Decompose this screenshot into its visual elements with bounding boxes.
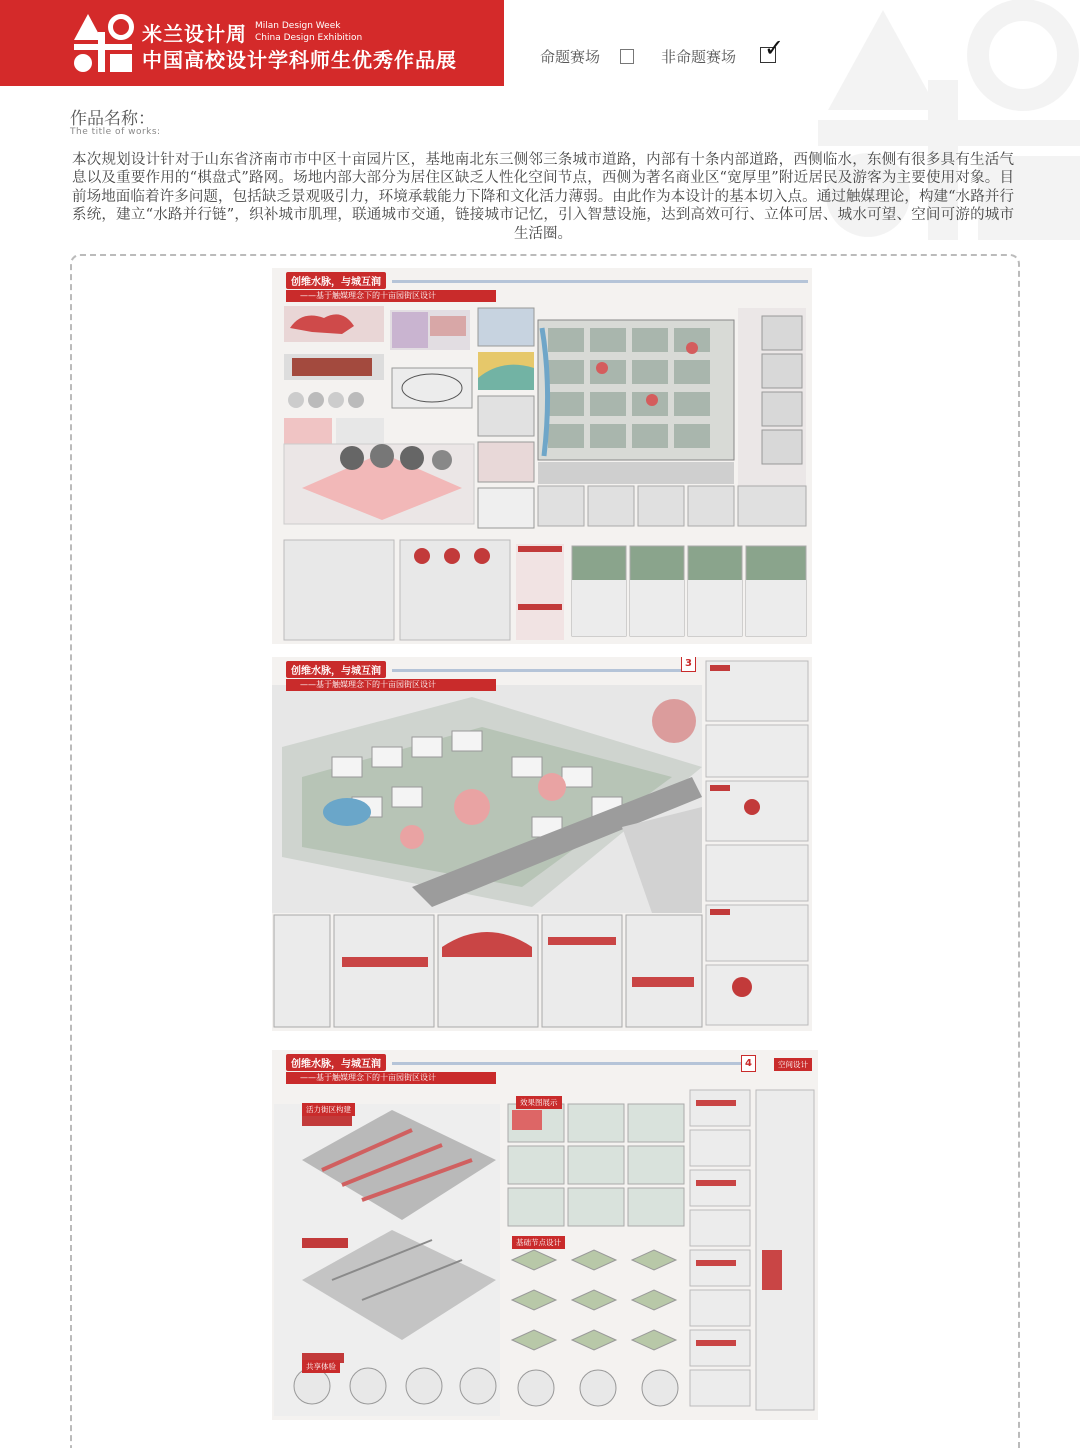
design-board-3 <box>272 657 812 1031</box>
option-label-proposition: 命题赛场 <box>540 48 601 66</box>
brand-subname-en: China Design Exhibition <box>255 33 363 43</box>
board-3-subtitle: ——基于触媒理念下的十亩园街区设计 <box>286 679 496 691</box>
board-3-artwork <box>272 657 812 1031</box>
board-4-header-line <box>392 1062 742 1065</box>
space-design-label: 空间设计 <box>774 1058 812 1071</box>
milan-design-week-logo <box>74 14 132 72</box>
board-3-title: 创维水脉，与城互润 <box>286 661 386 678</box>
brand-name-cn: 米兰设计周 <box>142 22 247 46</box>
renderings-label: 效果图展示 <box>516 1096 562 1109</box>
shared-experience-label: 共享体验 <box>302 1360 340 1373</box>
proposition-checkbox[interactable] <box>620 49 634 64</box>
board-3-header-line <box>392 669 692 672</box>
checkmark-icon: ✓ <box>764 34 785 62</box>
board-1-artwork <box>272 268 812 644</box>
board-1-header-line <box>392 280 808 283</box>
work-description: 本次规划设计针对于山东省济南市市中区十亩园片区，基地南北东三侧邻三条城市道路，内部有十条内部道路，西侧临水，东侧有很多具有生活气息以及重要作用的“棋盘式”路网。场地内部大部分为居住区缺乏人性化空间节点，西侧为著名商业区“宽厚里”附近居民及游客为主要使用对象。目前场地面临着许多问题，包括缺乏景观吸引力，环境承载能力下降和文化活力薄弱。由此作为本设计的基本切入点。通过触媒理论，构建“水路并行 系统，建立“水路并行链”，织补城市肌理，联通城市交通，链接城市记忆，引入智慧设施，达到高效可行、立体可居、城水可望、空间可游的城市生活圈。 <box>72 152 1014 242</box>
vibrant-block-label: 活力街区构建 <box>302 1103 355 1116</box>
node-design-label: 基础节点设计 <box>512 1236 565 1249</box>
board-3-page-number: 3 <box>681 657 696 672</box>
board-1-subtitle: ——基于触媒理念下的十亩园街区设计 <box>286 290 496 302</box>
exhibition-title: 中国高校设计学科师生优秀作品展 <box>142 48 457 72</box>
design-board-1 <box>272 268 812 644</box>
work-title-label: 作品名称： <box>70 109 155 129</box>
option-label-non-proposition: 非命题赛场 <box>661 48 737 66</box>
brand-name-en: Milan Design Week <box>255 21 341 31</box>
board-4-title: 创维水脉，与城互润 <box>286 1054 386 1071</box>
header-banner <box>0 0 504 86</box>
board-1-title: 创维水脉，与城互润 <box>286 272 386 289</box>
board-4-page-number: 4 <box>741 1055 756 1072</box>
design-board-4 <box>272 1050 818 1420</box>
work-title-label-en: The title of works: <box>70 127 161 137</box>
board-4-subtitle: ——基于触媒理念下的十亩园街区设计 <box>286 1072 496 1084</box>
